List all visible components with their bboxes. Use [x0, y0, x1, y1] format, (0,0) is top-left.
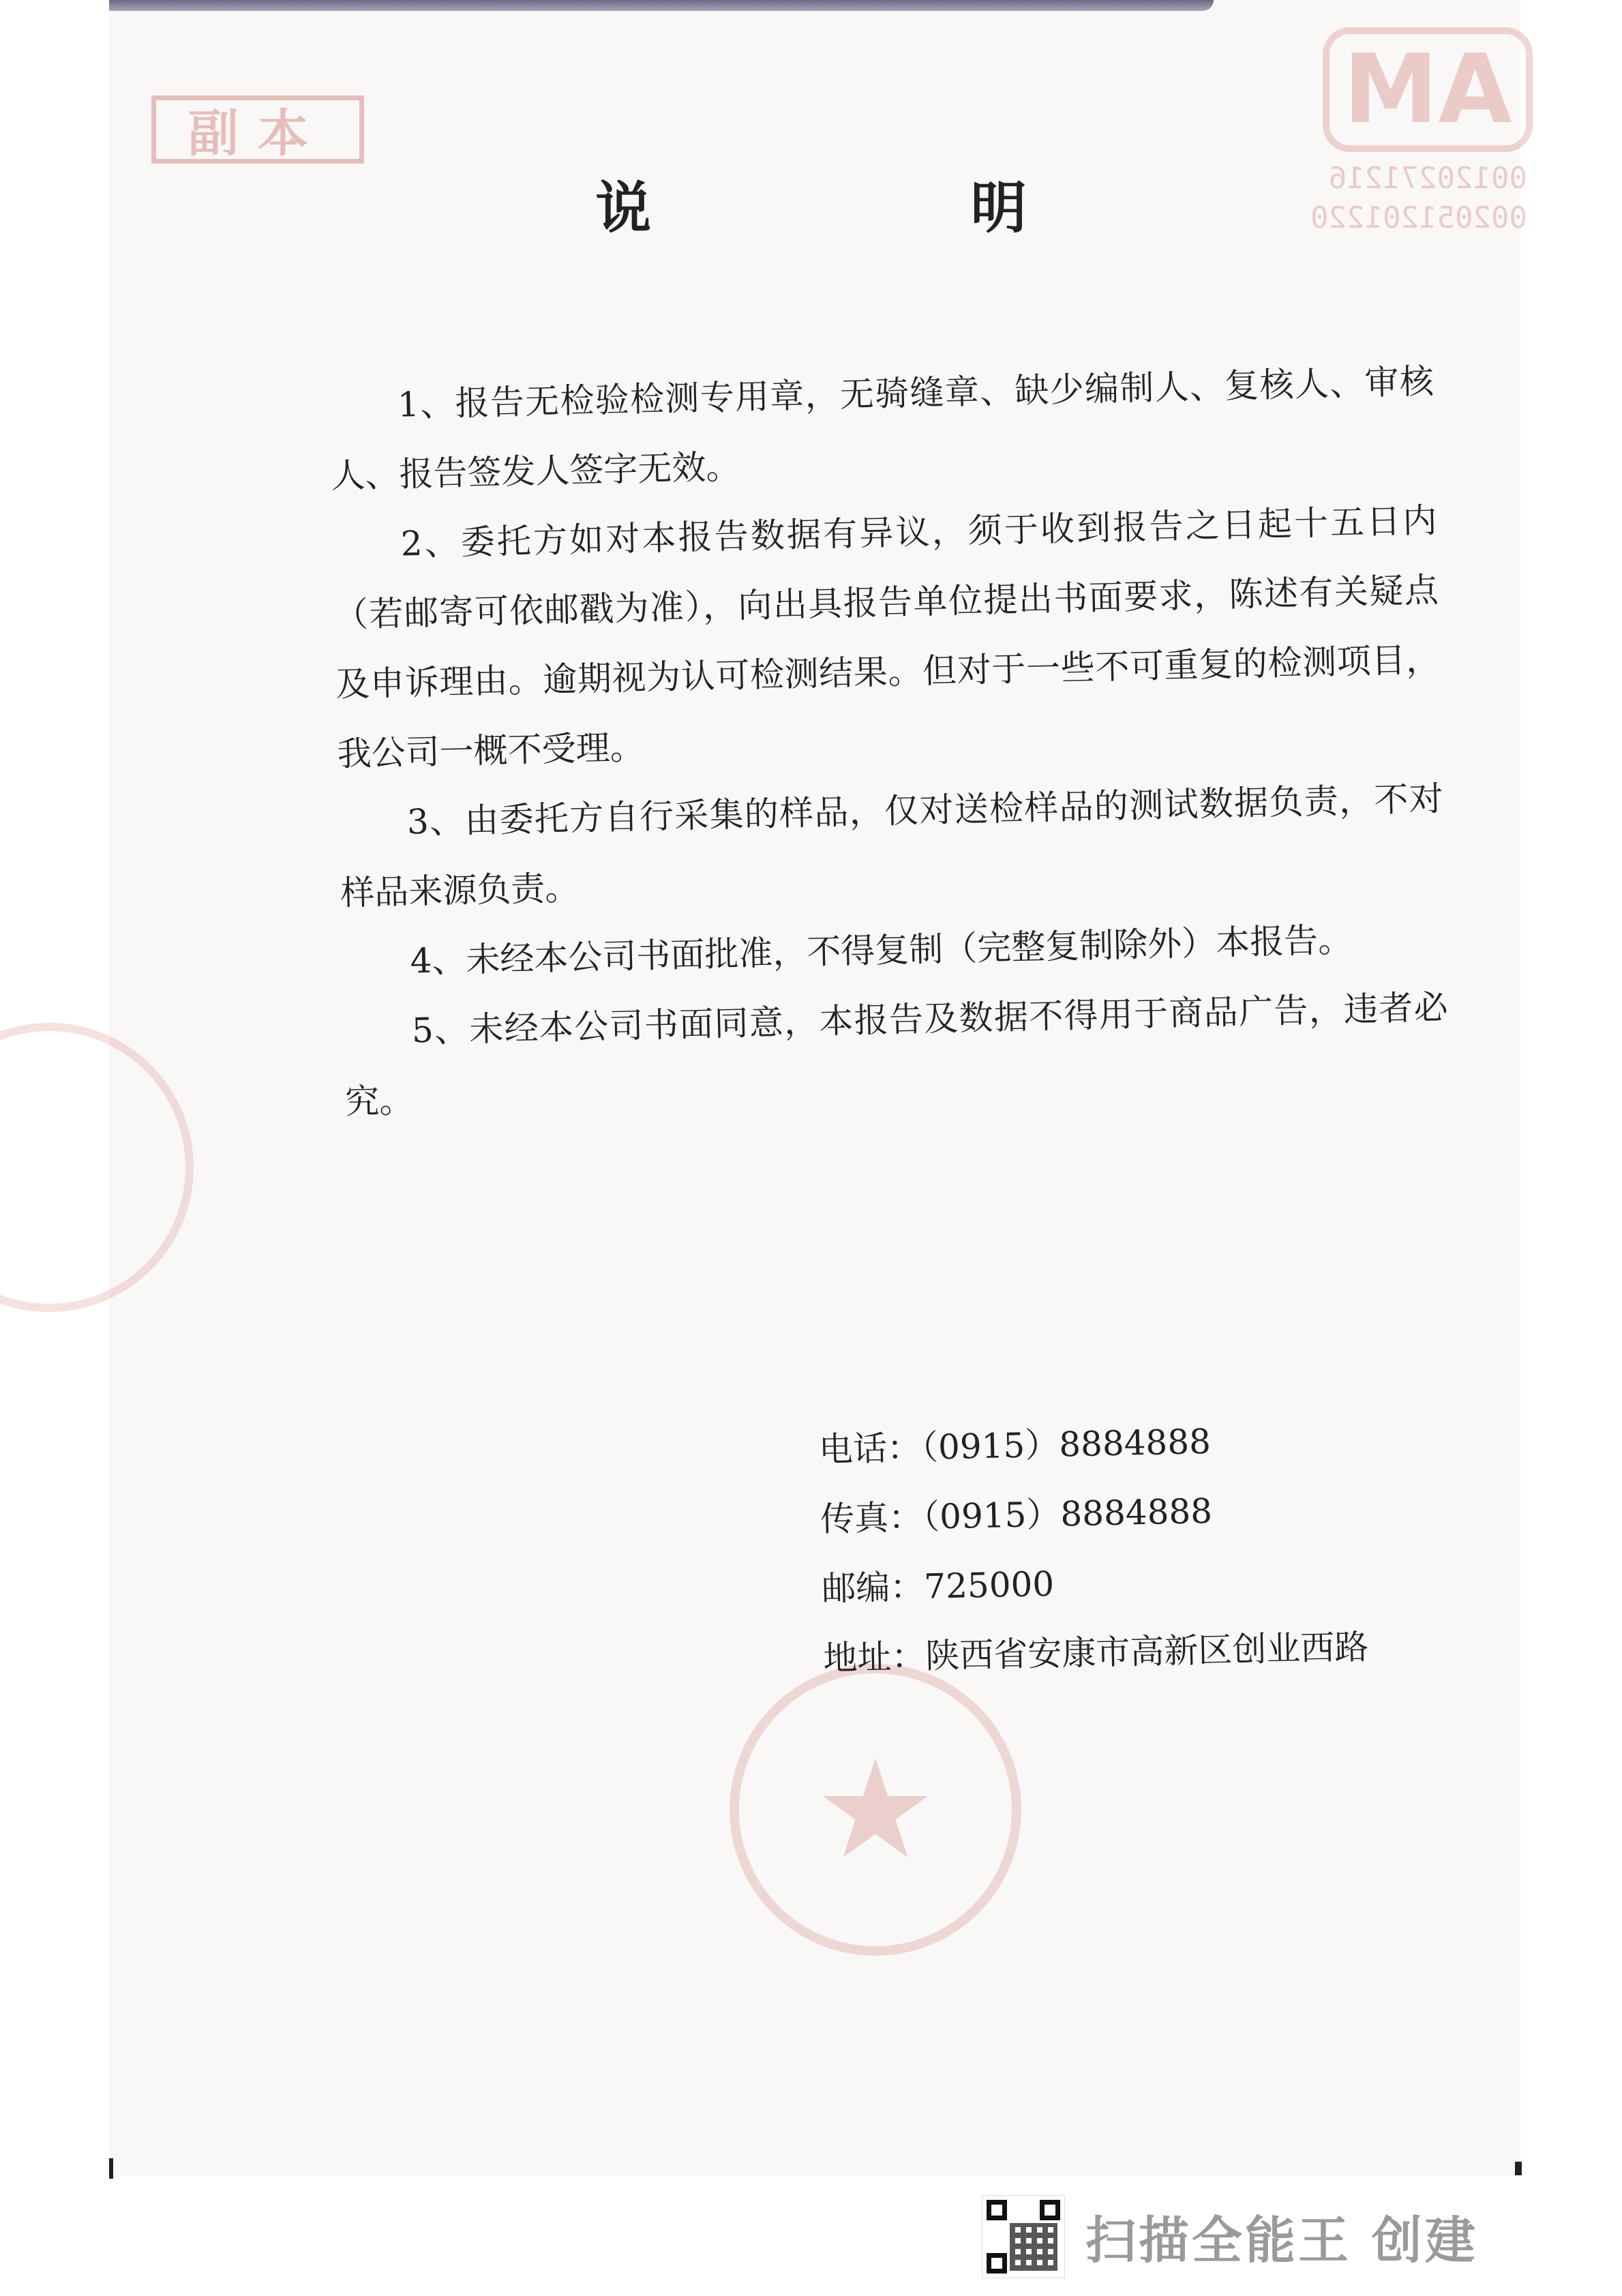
- clause-list: [329, 346, 1450, 1136]
- cma-logo: MA: [1323, 27, 1533, 152]
- crop-mark: [1515, 2162, 1522, 2175]
- qr-code-icon: [982, 2195, 1065, 2278]
- contact-block: [818, 1403, 1369, 1693]
- address-line: 地址：陕西省安康市高新区创业西路: [822, 1627, 1369, 1678]
- copy-stamp: 副本: [151, 95, 364, 164]
- seal-star-icon: ★: [814, 1730, 937, 1890]
- postcode-line: 邮编：725000: [821, 1564, 1055, 1609]
- fax-line: 传真：（0915）8884888: [820, 1491, 1213, 1539]
- scanner-brand: 扫描全能王 创建: [1085, 2211, 1478, 2270]
- company-seal: [730, 1664, 1021, 1956]
- crop-mark: [109, 2158, 113, 2179]
- clause-3: 3、由委托方自行采集的样品，仅对送检样品的测试数据负责，不对样品来源负责。: [340, 779, 1444, 913]
- page-title: 说 明: [595, 176, 1177, 241]
- clause-2: 2、委托方如对本报告数据有异议，须于收到报告之日起十五日内（若邮寄可依邮戳为准），向出具报告单位提出书面要求，陈述有关疑点及申诉理由。逾期视为认可检测结果。但对于一些不可重复的检测项目，我公司一概不受理。: [333, 501, 1441, 774]
- cma-number-line: 00120271216: [1328, 161, 1527, 196]
- clause-5: 5、未经本公司书面同意，本报告及数据不得用于商品广告，违者必究。: [344, 987, 1449, 1122]
- clause-4: 4、未经本公司书面批准，不得复制（完整复制除外）本报告。: [409, 920, 1353, 981]
- scan-edge: [109, 0, 1214, 11]
- clause-1: 1、报告无检验检测专用章，无骑缝章、缺少编制人、复核人、审核人、报告签发人签字无效。: [330, 361, 1435, 496]
- scanner-watermark: [982, 2192, 1478, 2281]
- phone-line: 电话：（0915）8884888: [818, 1421, 1212, 1470]
- cma-number-line: 002051201220: [1310, 200, 1527, 235]
